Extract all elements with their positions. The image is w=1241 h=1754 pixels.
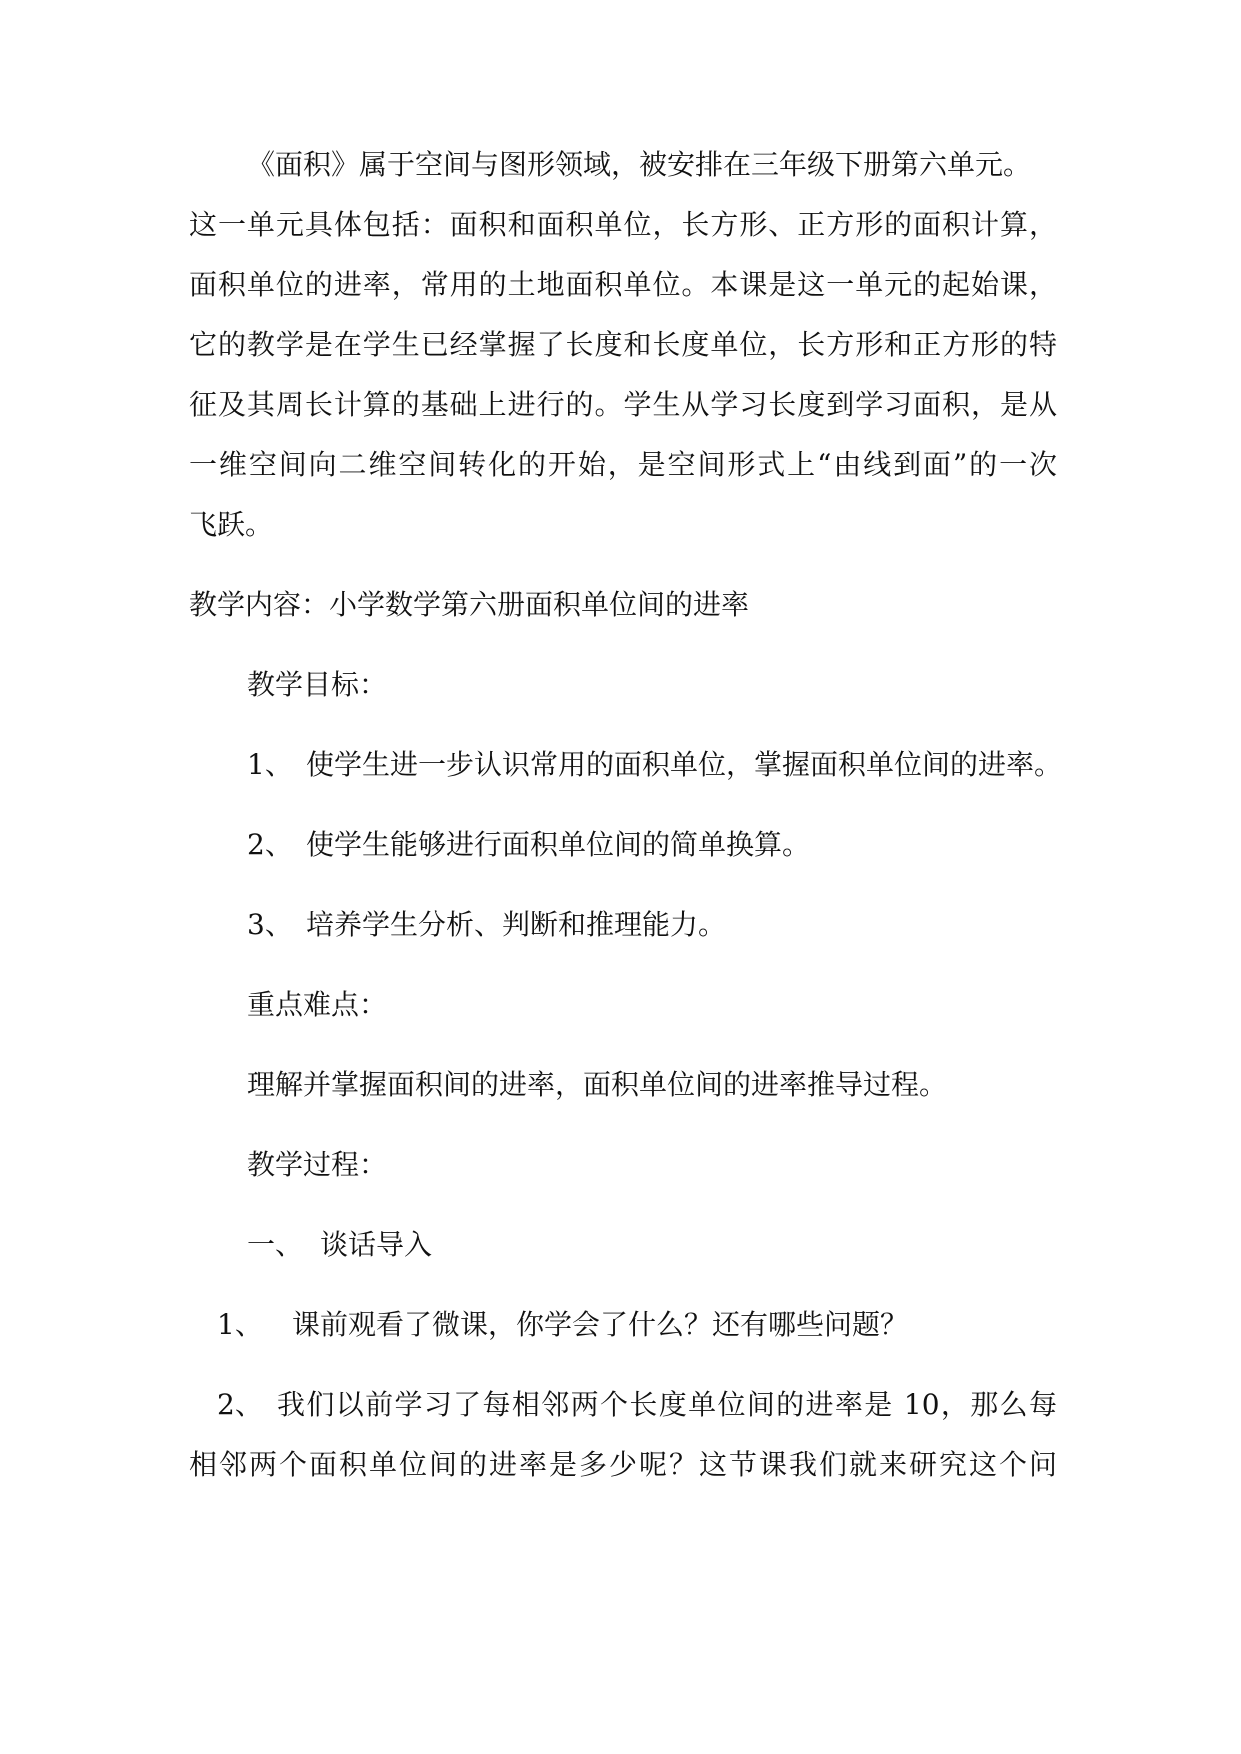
key-points-text: 理解并掌握面积间的进率，面积单位间的进率推导过程。 <box>247 1068 948 1101</box>
goal-item-1-text: 使学生进一步认识常用的面积单位，掌握面积单位间的进率。 <box>306 748 1063 781</box>
goal-item-3-number: 3、 <box>247 908 293 941</box>
process-item-1-number: 1、 <box>217 1308 263 1341</box>
intro-line-2: 这一单元具体包括：面积和面积单位，长方形、正方形的面积计算， <box>189 208 1057 241</box>
goal-item-2-number: 2、 <box>247 828 293 861</box>
goal-item-3-text: 培养学生分析、判断和推理能力。 <box>306 908 727 941</box>
process-section-1-number: 一、 <box>247 1228 304 1261</box>
process-section-1-title: 谈话导入 <box>320 1228 433 1261</box>
intro-line-7: 飞跃。 <box>189 508 274 541</box>
goal-item-1-number: 1、 <box>247 748 293 781</box>
teaching-content: 教学内容：小学数学第六册面积单位间的进率 <box>189 588 750 621</box>
intro-line-4: 它的教学是在学生已经掌握了长度和长度单位，长方形和正方形的特 <box>189 328 1057 361</box>
intro-line-3: 面积单位的进率，常用的土地面积单位。本课是这一单元的起始课， <box>189 268 1057 301</box>
process-item-2-line-2: 相邻两个面积单位间的进率是多少呢？这节课我们就来研究这个问 <box>189 1448 1057 1481</box>
process-heading: 教学过程： <box>247 1148 388 1181</box>
intro-line-6: 一维空间向二维空间转化的开始，是空间形式上“由线到面”的一次 <box>189 448 1057 481</box>
process-item-2-number: 2、 <box>217 1388 263 1421</box>
process-item-1-text: 课前观看了微课，你学会了什么？还有哪些问题？ <box>292 1308 909 1341</box>
intro-line-1: 《面积》属于空间与图形领域，被安排在三年级下册第六单元。 <box>247 148 1032 181</box>
process-item-2-line-1: 我们以前学习了每相邻两个长度单位间的进率是 10，那么每 <box>277 1388 1057 1421</box>
key-points-heading: 重点难点： <box>247 988 388 1021</box>
goals-heading: 教学目标： <box>247 668 388 701</box>
intro-line-5: 征及其周长计算的基础上进行的。学生从学习长度到学习面积，是从 <box>189 388 1057 421</box>
goal-item-2-text: 使学生能够进行面积单位间的简单换算。 <box>306 828 811 861</box>
